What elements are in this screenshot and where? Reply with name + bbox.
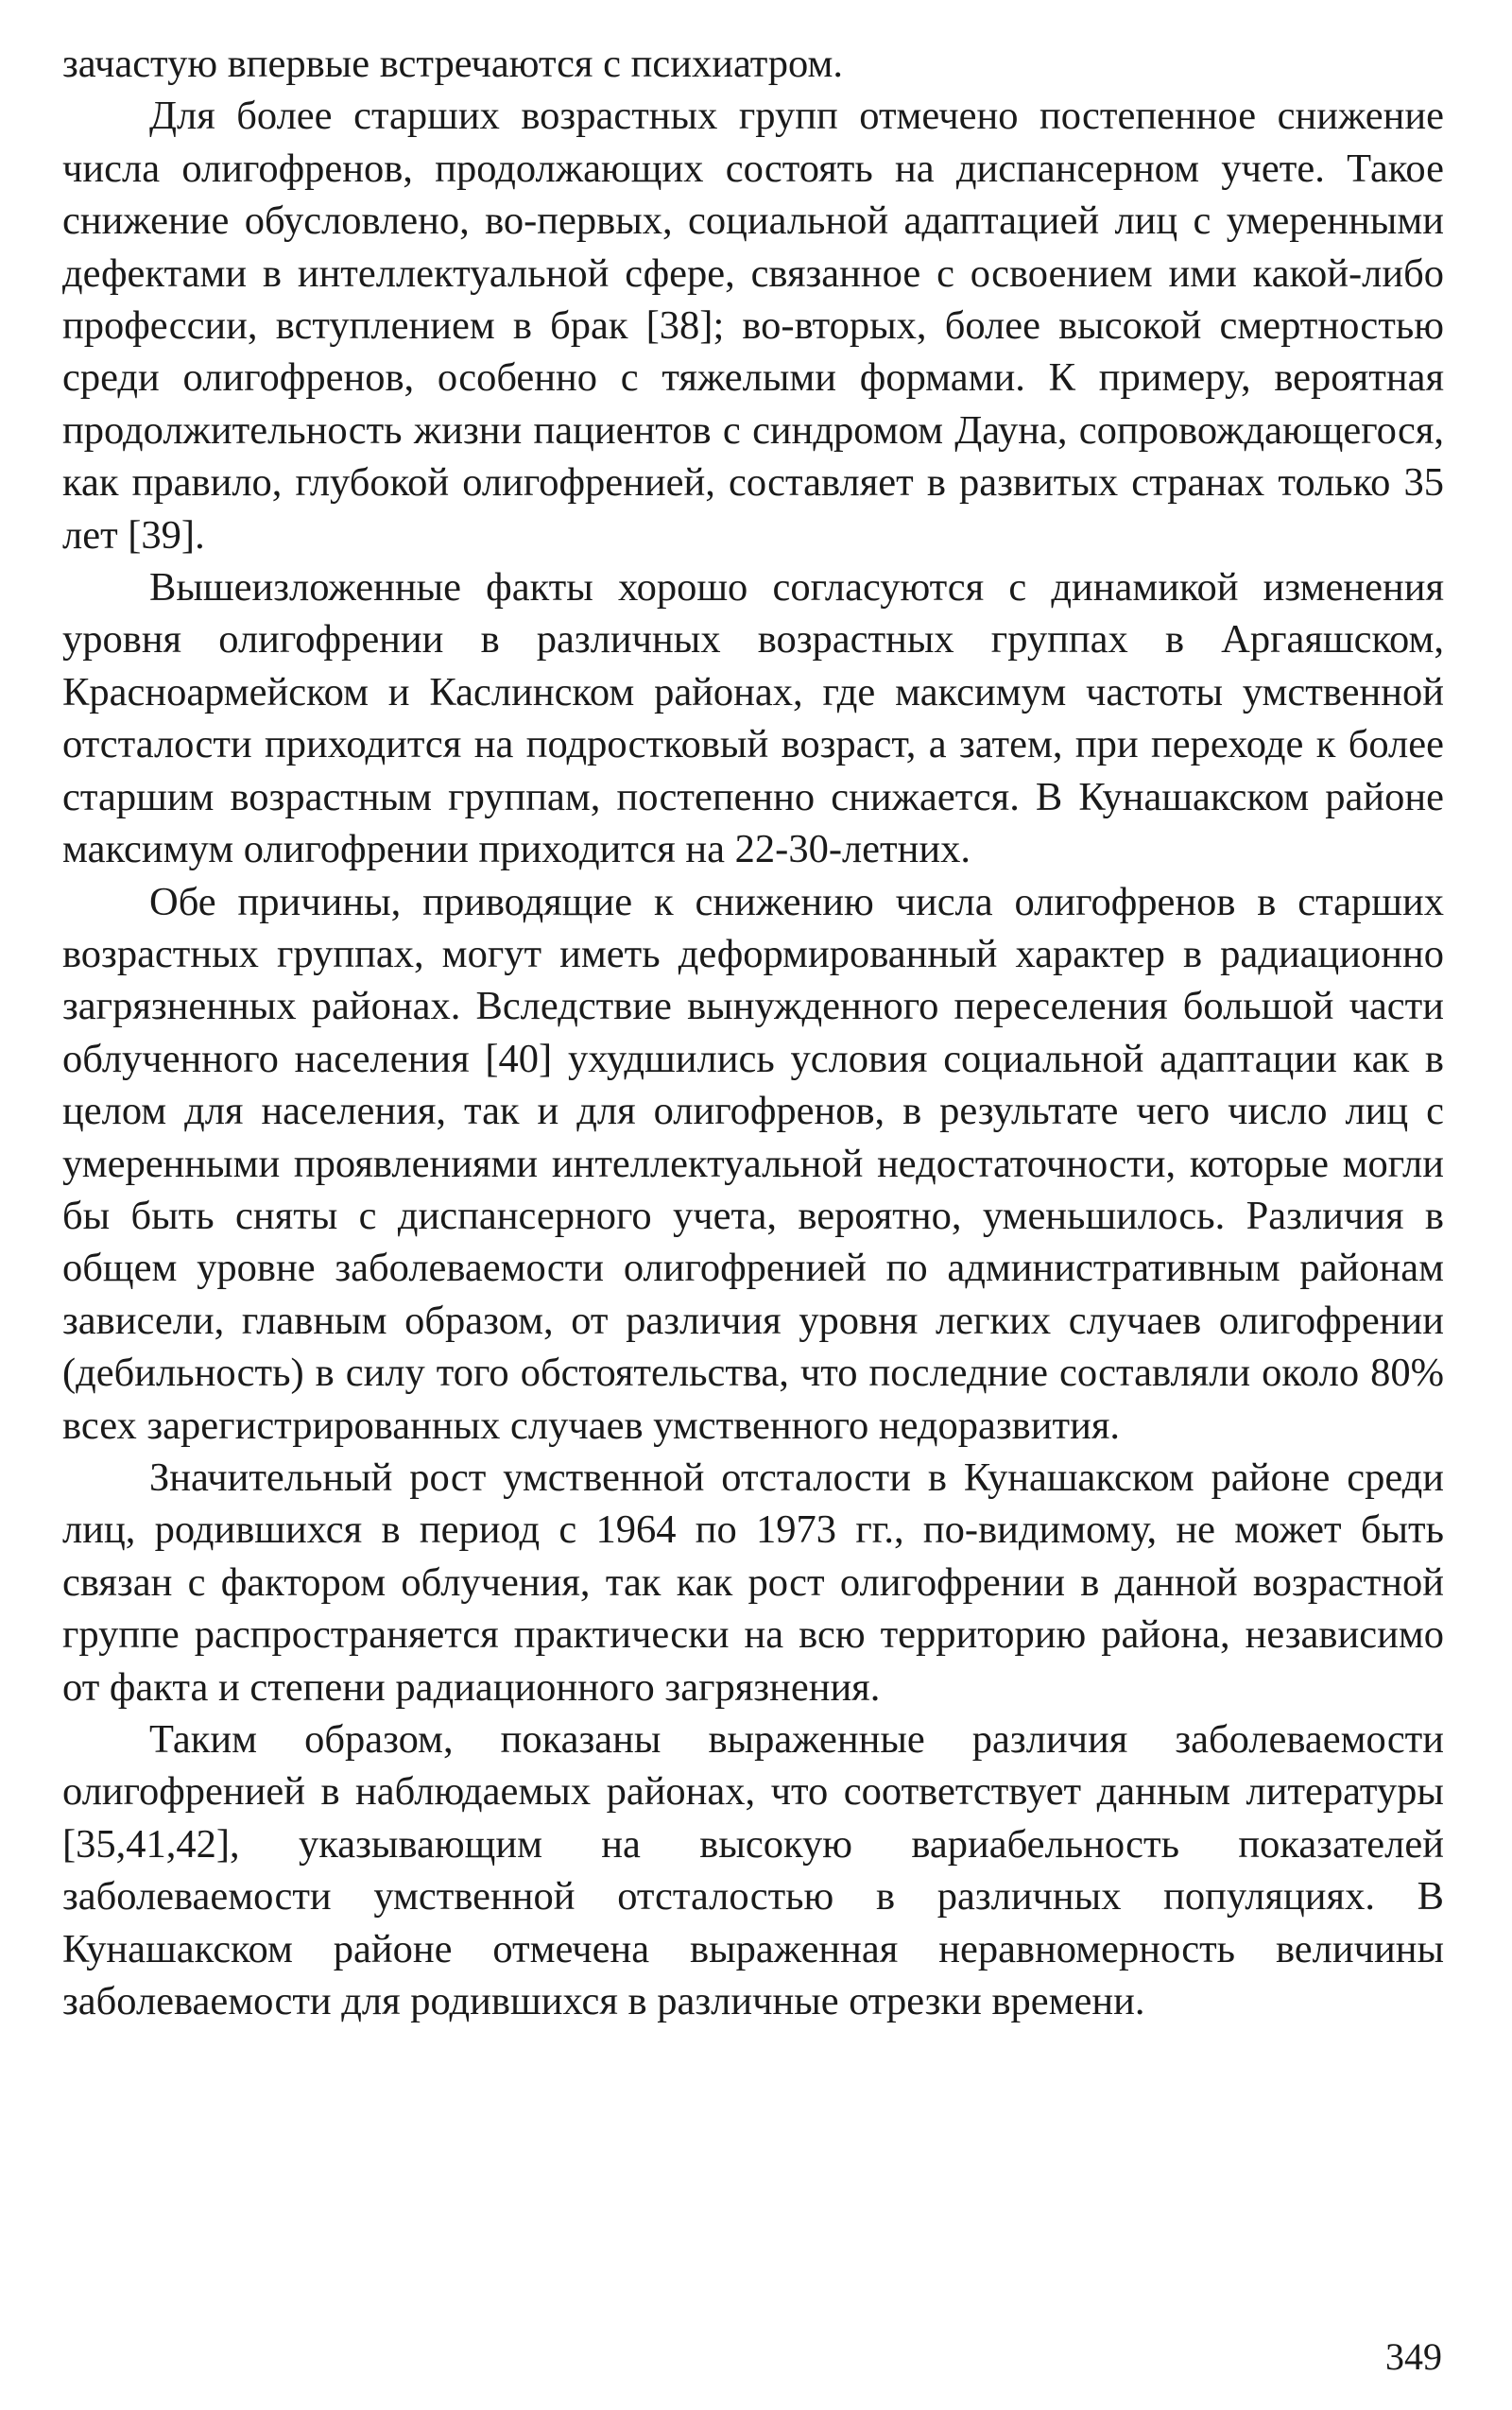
page-number: 349 — [1385, 2335, 1442, 2378]
paragraph: Для более старших возрастных групп отмечено постепенное снижение числа олигофренов, продолжающих состоять на диспансерном учете. Такое снижение обусловлено, во-первых, социальной адаптацией лиц с умеренными дефектами в интеллектуальной сфере, связанное с освоением ими какой-либо профессии, вступлением в брак [38]; во-вторых, более высокой смертностью среди олигофренов, особенно с тяжелыми формами. К примеру, вероятная продолжительность жизни пациентов с синдромом Дауна, сопровождающегося, как правило, глубокой олигофренией, составляет в развитых странах только 35 лет [39]. — [62, 94, 1444, 558]
body-text — [62, 38, 1444, 2027]
paragraph: Вышеизложенные факты хорошо согласуются с динамикой изменения уровня олигофрении в различных возрастных группах в Аргаяшском, Красноармейском и Каслинском районах, где максимум частоты умственной отсталости приходится на подростковый возраст, а затем, при переходе к более старшим возрастным группам, постепенно снижается. В Кунашакском районе максимум олигофрении приходится на 22-30-летних. — [62, 565, 1444, 872]
paragraph: Обе причины, приводящие к снижению числа олигофренов в старших возрастных группах, могут иметь деформированный характер в радиационно загрязненных районах. Вследствие вынужденного переселения большой части облученного населения [40] ухудшились условия социальной адаптации как в целом для населения, так и для олигофренов, в результате чего число лиц с умеренными проявлениями интеллектуальной недостаточности, которые могли бы быть сняты с диспансерного учета, вероятно, уменьшилось. Различия в общем уровне заболеваемости олигофренией по административным районам зависели, главным образом, от различия уровня легких случаев олигофрении (дебильность) в силу того обстоятельства, что последние составляли около 80% всех зарегистрированных случаев умственного недоразвития. — [62, 879, 1444, 1448]
paragraph-continuation: зачастую впервые встречаются с психиатром. — [62, 42, 844, 86]
paragraph: Значительный рост умственной отсталости в Кунашакском районе среди лиц, родившихся в период с 1964 по 1973 гг., по-видимому, не может быть связан с фактором облучения, так как рост олигофрении в данной возрастной группе распространяется практически на всю территорию района, независимо от факта и степени радиационного загрязнения. — [62, 1455, 1444, 1710]
paragraph: Таким образом, показаны выраженные различия заболеваемости олигофренией в наблюдаемых районах, что соответствует данным литературы [35,41,42], указывающим на высокую вариабельность показателей заболеваемости умственной отсталостью в различных популяциях. В Кунашакском районе отмечена выраженная неравномерность величины заболеваемости для родившихся в различные отрезки времени. — [62, 1717, 1444, 2024]
